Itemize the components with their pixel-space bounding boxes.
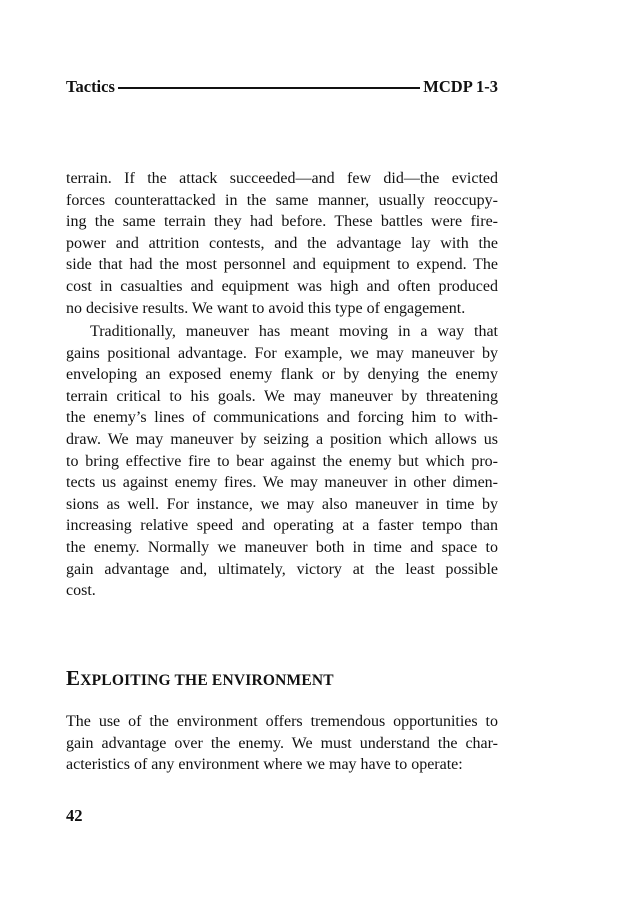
- page-number: 42: [66, 806, 83, 825]
- text-line: no decisive results. We want to avoid this type of engagement.: [66, 299, 466, 317]
- text-line: the enemy. Normally we maneuver both in time and space to: [66, 538, 498, 556]
- text-line: forces counterattacked in the same manner, usually reoccupy-: [66, 191, 498, 209]
- text-line: terrain critical to his goals. We may maneuver by threatening: [66, 387, 498, 405]
- text-line: draw. We may maneuver by seizing a position which allows us: [66, 430, 498, 448]
- text-line: gain advantage over the enemy. We must understand the char-: [66, 734, 498, 752]
- text-line: The use of the environment offers tremendous opportunities to: [66, 713, 498, 730]
- text-line: acteristics of any environment where we may have to operate:: [66, 756, 463, 774]
- text-line: to bring effective fire to bear against the enemy but which pro-: [66, 452, 498, 470]
- paragraph-3: [66, 711, 498, 776]
- header-publication: MCDP 1-3: [423, 77, 498, 96]
- paragraph-1: [66, 168, 498, 319]
- text-line: Traditionally, maneuver has meant moving in a way that: [90, 323, 498, 340]
- text-line: power and attrition contests, and the advantage lay with the: [66, 234, 498, 252]
- text-line: enveloping an exposed enemy flank or by denying the enemy: [66, 366, 498, 384]
- text-line: increasing relative speed and operating at a faster tempo than: [66, 517, 498, 535]
- text-line: gains positional advantage. For example, we may maneuver by: [66, 344, 498, 362]
- text-line: ing the same terrain they had before. These battles were fire-: [66, 213, 498, 231]
- paragraph-2: [66, 321, 498, 602]
- text-line: cost.: [66, 582, 96, 600]
- heading-rest: XPLOITING THE ENVIRONMENT: [80, 672, 334, 689]
- text-line: gain advantage and, ultimately, victory at the least possible: [66, 560, 498, 578]
- running-header: [66, 77, 498, 97]
- section-heading: [66, 666, 334, 691]
- text-line: cost in casualties and equipment was high and often produced: [66, 277, 498, 295]
- text-line: tects us against enemy fires. We may maneuver in other dimen-: [66, 474, 498, 492]
- text-line: the enemy’s lines of communications and forcing him to with-: [66, 409, 498, 427]
- header-rule: [118, 87, 420, 89]
- heading-initial: E: [66, 666, 81, 690]
- text-line: sions as well. For instance, we may also maneuver in time by: [66, 495, 498, 513]
- text-line: terrain. If the attack succeeded—and few did—the evicted: [66, 170, 498, 187]
- text-line: side that had the most personnel and equipment to expend. The: [66, 256, 498, 274]
- header-chapter: Tactics: [66, 77, 115, 96]
